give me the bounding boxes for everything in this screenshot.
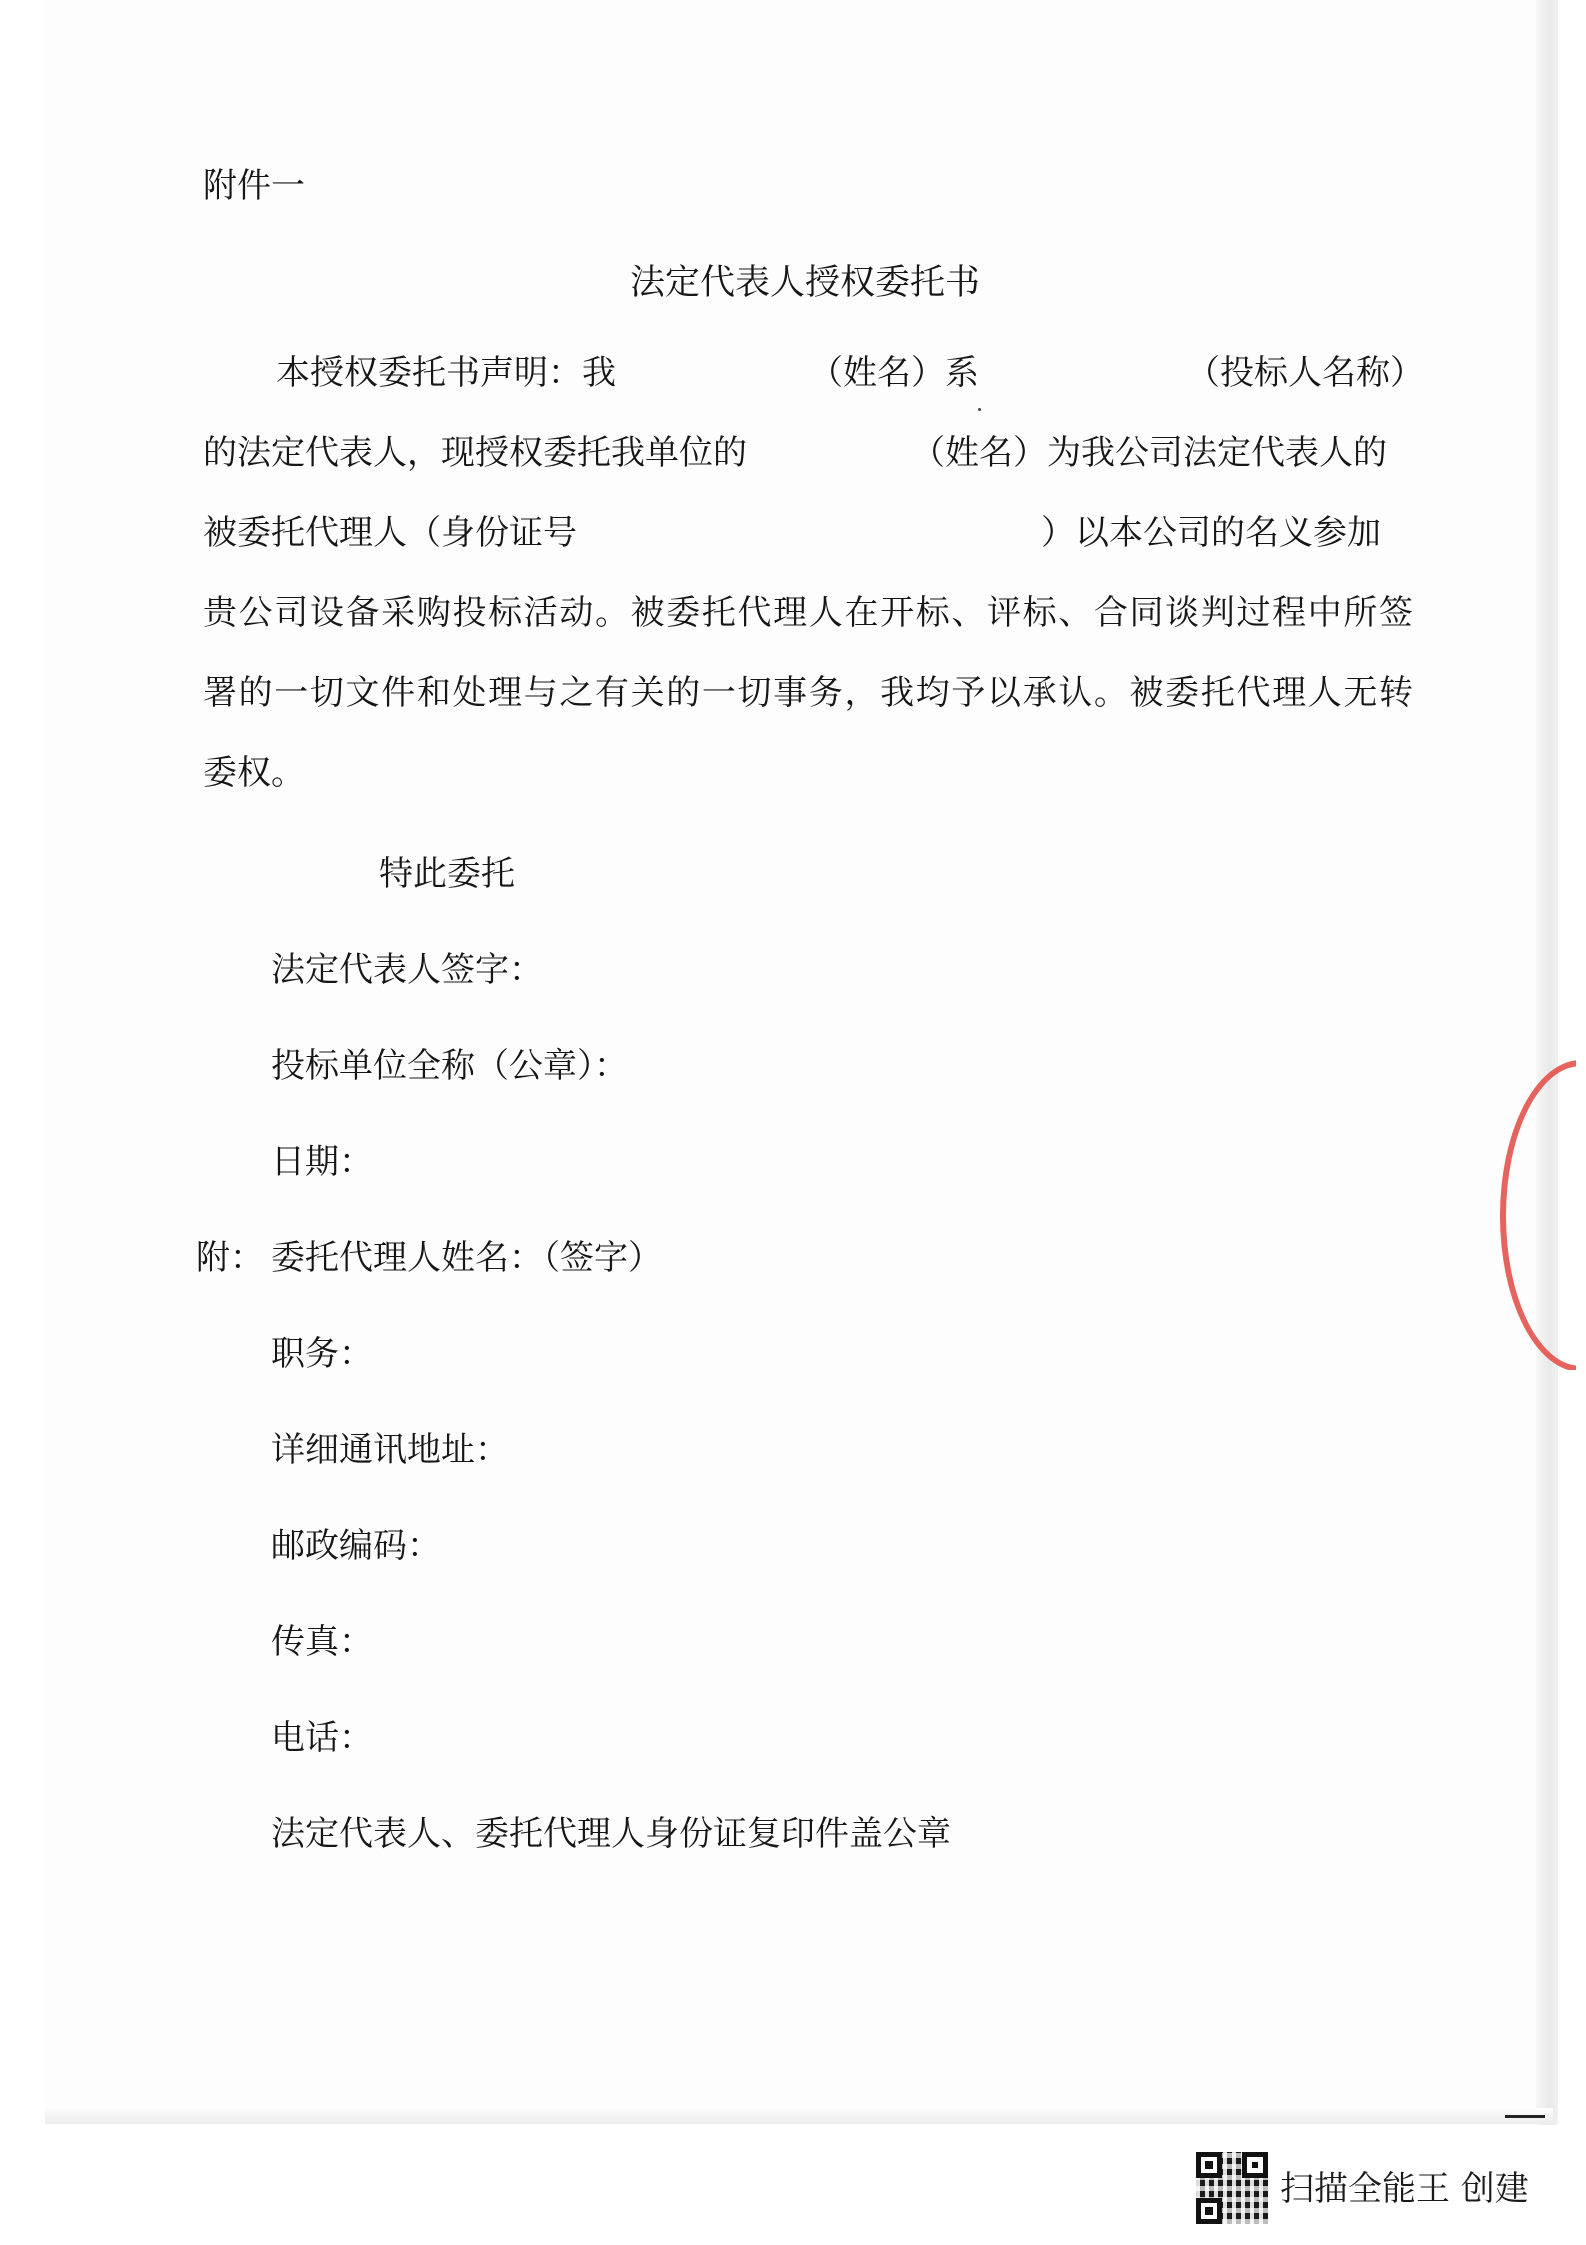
- attachment-label: 附件一: [203, 166, 305, 206]
- paragraph-line-2: [203, 433, 1413, 473]
- name-placeholder-label: （姓名）系: [809, 353, 979, 393]
- scan-speck: [978, 408, 981, 411]
- seal-ring: [1500, 1060, 1576, 1370]
- legal-rep-text: 的法定代表人，现授权委托我单位的: [203, 433, 747, 473]
- paragraph-line-1: [203, 353, 1424, 393]
- position-field: 职务：: [271, 1334, 373, 1374]
- appendix-prefix: 附：: [196, 1238, 264, 1278]
- address-field: 详细通讯地址：: [271, 1430, 509, 1470]
- closing-text: 特此委托: [379, 854, 515, 894]
- agent-id-text: 被委托代理人（身份证号: [203, 513, 577, 553]
- bidder-name-placeholder-label: （投标人名称）: [1186, 353, 1424, 393]
- bidder-name-field: 投标单位全称（公章）：: [271, 1046, 628, 1086]
- date-field: 日期：: [271, 1142, 373, 1182]
- paragraph-line-4: 贵公司设备采购投标活动。被委托代理人在开标、评标、合同谈判过程中所签: [203, 593, 1413, 633]
- paragraph-line-6: 委权。: [203, 753, 305, 793]
- page-corner-mark: [1505, 2115, 1545, 2118]
- declaration-text: 本授权委托书声明：我: [276, 353, 616, 393]
- postal-code-field: 邮政编码：: [271, 1526, 441, 1566]
- id-copy-note: 法定代表人、委托代理人身份证复印件盖公章: [271, 1814, 951, 1854]
- phone-field: 电话：: [271, 1718, 373, 1758]
- company-name-text: ）以本公司的名义参加: [1041, 513, 1381, 553]
- agent-name-placeholder-label: （姓名）为我公司法定代表人的: [911, 433, 1387, 473]
- agent-name-field: 委托代理人姓名：（签字）: [271, 1238, 662, 1278]
- document-title: 法定代表人授权委托书: [630, 263, 981, 303]
- paragraph-line-5: 署的一切文件和处理与之有关的一切事务，我均予以承认。被委托代理人无转: [203, 673, 1413, 713]
- legal-rep-signature-field: 法定代表人签字：: [271, 950, 543, 990]
- watermark-text: 扫描全能王 创建: [1280, 2169, 1529, 2209]
- page-bottom-edge: [45, 2108, 1553, 2124]
- fax-field: 传真：: [271, 1622, 373, 1662]
- scanner-watermark: [1196, 2152, 1529, 2226]
- qr-code-icon: [1196, 2152, 1268, 2224]
- company-seal: [1496, 1040, 1576, 1370]
- paragraph-line-3: [203, 513, 1413, 553]
